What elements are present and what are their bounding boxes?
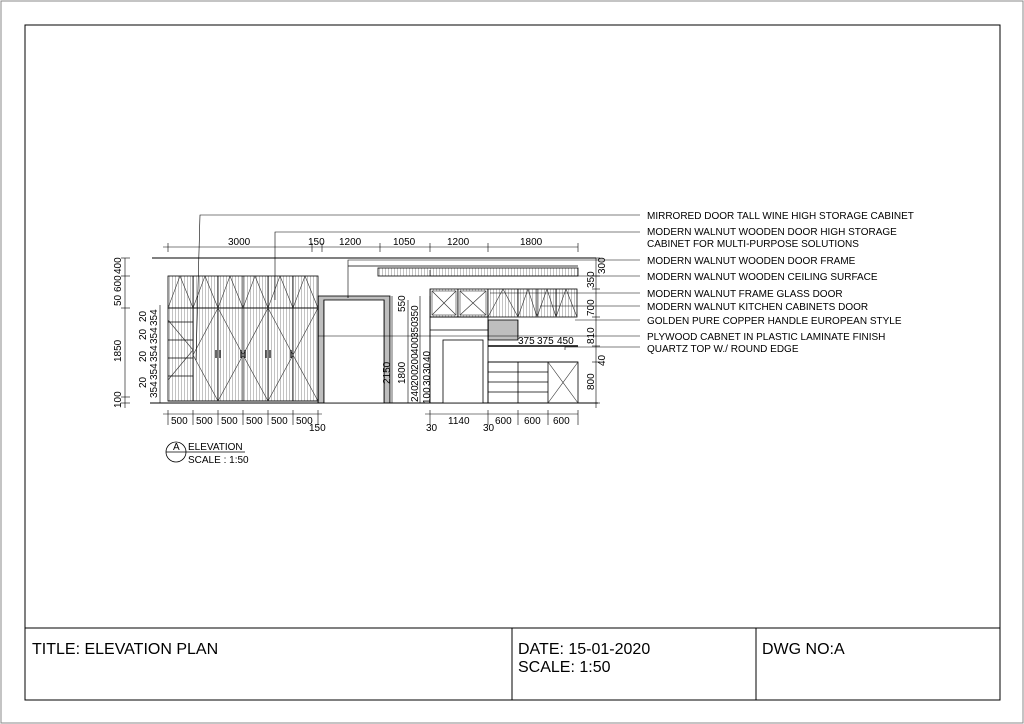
dim-left-label: 354	[149, 381, 160, 398]
note-quartz-top: QUARTZ TOP W./ ROUND EDGE	[647, 344, 799, 355]
dim-bottom-label: 600	[495, 416, 512, 427]
dim-top-label: 1050	[393, 237, 416, 248]
view-tag-name: ELEVATION	[188, 442, 243, 453]
dim-left-label: 20	[138, 310, 149, 322]
note-mirrored-door: MIRRORED DOOR TALL WINE HIGH STORAGE CABINET	[647, 211, 914, 222]
dim-right-label: 300	[597, 257, 608, 274]
dim-left-label: 100	[113, 391, 124, 408]
dim-bottom-label: 150	[309, 423, 326, 434]
note-glass-door: MODERN WALNUT FRAME GLASS DOOR	[647, 289, 843, 300]
dim-right-label: 350	[586, 271, 597, 288]
dim-bottom-label: 500	[196, 416, 213, 427]
dim-bottom-label: 500	[296, 416, 313, 427]
note-plywood-cabinet: PLYWOOD CABNET IN PLASTIC LAMINATE FINISH	[647, 332, 886, 343]
dim-left-label: 354	[149, 327, 160, 344]
dim-left-label: 600	[113, 275, 124, 292]
dim-mid-label: 2150	[382, 361, 393, 384]
title-block	[25, 628, 1000, 700]
dim-bottom-label: 500	[171, 416, 188, 427]
dim-bottom-label: 1140	[448, 416, 470, 427]
dim-left-label: 354	[149, 345, 160, 362]
dim-right-label: 810	[586, 327, 597, 344]
dim-mid-label: 400	[410, 337, 421, 354]
dim-bottom-label: 600	[524, 416, 541, 427]
dim-left-label: 1850	[113, 339, 124, 362]
note-ceiling-surface: MODERN WALNUT WOODEN CEILING SURFACE	[647, 272, 878, 283]
dim-mid-label: 100	[422, 387, 433, 404]
fridge-body	[443, 340, 483, 403]
dim-bottom-label: 500	[271, 416, 288, 427]
dim-mid-label: 40	[422, 350, 433, 362]
counter-dimensions	[518, 336, 574, 347]
kitchen-base-cabinets	[488, 362, 578, 403]
dim-mid-label: 240	[410, 385, 421, 402]
note-walnut-high-storage: MODERN WALNUT WOODEN DOOR HIGH STORAGE	[647, 227, 897, 238]
base-door-diagonals	[548, 362, 578, 403]
dim-left-label: 354	[149, 309, 160, 326]
bottom-dimensions	[171, 416, 570, 434]
dim-mid-label: 200	[410, 369, 421, 386]
dim-left-label: 20	[138, 350, 149, 362]
base-drawers	[488, 362, 548, 403]
right-dimensions	[586, 257, 608, 390]
dim-top-label: 3000	[228, 237, 251, 248]
note-door-frame: MODERN WALNUT WOODEN DOOR FRAME	[647, 256, 856, 267]
note-walnut-high-storage-2: CABINET FOR MULTI-PURPOSE SOLUTIONS	[647, 239, 859, 250]
dim-left-label: 20	[138, 328, 149, 340]
dim-counter-label: 375	[518, 336, 535, 347]
dim-left-label: 50	[113, 294, 124, 306]
dim-counter-label: 450	[557, 336, 574, 347]
dim-bottom-label: 500	[246, 416, 263, 427]
dim-bottom-label: 600	[553, 416, 570, 427]
dim-mid-label: 350	[410, 305, 421, 322]
note-copper-handle: GOLDEN PURE COPPER HANDLE EUROPEAN STYLE	[647, 316, 902, 327]
dim-mid-label: 1800	[397, 361, 408, 384]
annotation-notes	[647, 211, 914, 355]
dim-right-label: 40	[597, 354, 608, 366]
dim-top-label: 1200	[339, 237, 362, 248]
ceiling-surface-band	[378, 268, 578, 276]
drawing-scale: SCALE: 1:50	[518, 659, 611, 676]
view-tag	[166, 442, 249, 466]
dim-top-label: 1200	[447, 237, 470, 248]
dim-top-label: 150	[308, 237, 325, 248]
dim-mid-label: 350	[410, 321, 421, 338]
door-frame-inner	[324, 300, 384, 403]
backsplash-panel	[488, 320, 518, 340]
dim-left-label: 20	[138, 376, 149, 388]
top-dimension-chain	[163, 243, 578, 252]
dim-bottom-label: 30	[426, 423, 438, 434]
dim-left-label: 354	[149, 363, 160, 380]
dim-right-label: 800	[586, 373, 597, 390]
dim-bottom-label: 500	[221, 416, 238, 427]
note-kitchen-cabinets: MODERN WALNUT KITCHEN CABINETS DOOR	[647, 302, 869, 313]
dim-right-label: 700	[586, 299, 597, 316]
dim-mid-label: 550	[397, 295, 408, 312]
view-tag-scale: SCALE : 1:50	[188, 455, 249, 466]
elevation-drawing	[121, 215, 640, 425]
drawing-title: TITLE: ELEVATION PLAN	[32, 641, 219, 658]
drawing-number: DWG NO:A	[762, 641, 845, 658]
left-dimensions	[113, 257, 160, 408]
dim-top-label: 1800	[520, 237, 543, 248]
dim-mid-label: 30	[422, 374, 433, 386]
view-tag-letter: A	[173, 442, 180, 453]
drawing-date: DATE: 15-01-2020	[518, 641, 651, 658]
dim-bottom-label: 30	[483, 423, 495, 434]
dim-mid-label: 200	[410, 353, 421, 370]
dim-left-label: 400	[113, 257, 124, 274]
dim-mid-label: 30	[422, 362, 433, 374]
dim-counter-label: 375	[537, 336, 554, 347]
